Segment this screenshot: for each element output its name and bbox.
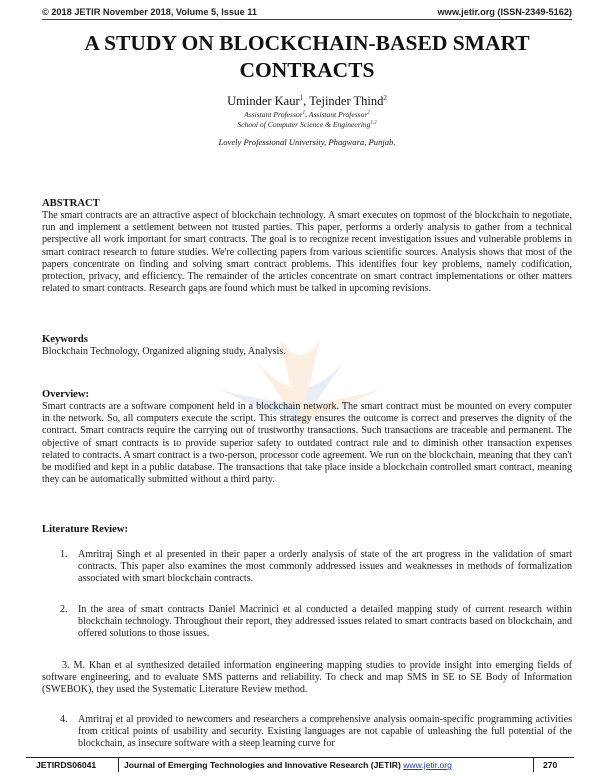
author-university: Lovely Professional University, Phagwara, Punjab. [218,137,396,147]
literature-heading: Literature Review: [42,524,128,535]
literature-item [60,604,572,641]
list-number: 3. [62,660,70,671]
literature-item-text: Amritraj et al provided to newcomers and researchers a comprehensive analysis oomain-specific programming activities from critical points of usability and security. Existing languages are not capable of unleashing the full potential of the blockchain, as insecure software with a steep learning curve for [78,714,572,750]
author-roles [42,110,572,119]
list-number: 1. [60,549,68,560]
author-name: Tejinder Thind [309,94,384,109]
title-line-1: A STUDY ON BLOCKCHAIN-BASED SMART [84,31,530,55]
literature-item-text: In the area of smart contracts Daniel Macrinici et al conducted a detailed mapping study of current research within blockchain technology. Throughout their report, they addressed issues related to smart contracts based on blockchain, and offered solutions to those issues. [78,604,572,640]
keywords-heading: Keywords [42,334,88,345]
list-number: 2. [60,604,68,615]
header-journal-info: © 2018 JETIR November 2018, Volume 5, Issue 11 [42,7,257,17]
footer-separator [533,758,534,772]
abstract-heading: ABSTRACT [42,198,100,209]
journal-name: Journal of Emerging Technologies and Innovative Research (JETIR) [124,760,404,770]
author-superscript: 1 [299,94,304,102]
list-number: 4. [60,714,68,725]
footer-journal [124,760,452,770]
school-text: School of Computer Science & Engineering [237,120,371,129]
role-text: , Assistant Professor [305,110,368,119]
overview-text: Smart contracts are a software component held in a blockchain network. The smart contract must be mounted on every computer in the network. So, all computers execute the script. This strategy ensures the outcome is correct and preserves the dignity of the contract. Smart contracts require the carrying out of trustworthy transactions. Such transactions are traceable and permanent. The objective of smart contracts is to provide superior safety to outdated contract rule and to diminish other transaction expenses related to contracts. A smart contract is a two-person, processor code agreement. We run on the blockchain, meaning that they can't be modified and kept in a public database. The transactions that take place inside a blockchain controlled smart contract, meaning they can be automatically submitted without a third party. [42,401,572,486]
header-divider [42,19,572,20]
literature-item-text: M. Khan et al synthesized detailed information engineering mapping studies to provide insight into emerging fields of software engineering, and to evaluate SMS patterns and reliability. To check and map SMS in SE to SE Body of Information (SWEBOK), they used the Systematic Literature Review method. [42,660,572,696]
keywords-text: Blockchain Technology, Organized aligning study, Analysis. [42,346,286,357]
abstract-text: The smart contracts are an attractive aspect of blockchain technology. A smart executes on topmost of the blockchain to negotiate, run and implement a settlement between not trusted parties. This paper, performs a orderly analysis to gather from a technical perspective all work important for smart contracts. The goal is to recognize recent investigation issues and vulnerable problems in smart contract research to future studies. We're collecting papers from various scientific sources. Analysis shows that most of the papers concentrate on finding and solving smart contract problems. This identifies four key problems, namely codification, protection, privacy, and efficiency. The remainder of the articles concentrate on smart contract implementations or other matters related to smart contracts. Research gaps are found which must be talked in upcoming revisions. [42,210,572,295]
author-name: Uminder Kaur [227,94,300,109]
overview-heading: Overview: [42,389,90,400]
role-superscript: 2 [367,110,370,116]
title-line-2: CONTRACTS [239,58,375,82]
role-text: Assistant Professor [244,110,303,119]
paper-title [42,30,572,84]
literature-item [60,714,572,751]
literature-item-text: Amritraj Singh et al presented in their paper a orderly analysis of state of the art progress in the validation of smart contracts. This paper also examines the most commonly addressed issues and weaknesses in methods of formalization associated with smart blockchain contracts. [78,549,572,585]
header-website-issn: www.jetir.org (ISSN-2349-5162) [437,7,572,17]
author-list [42,94,572,109]
school-superscript: 1,2 [370,120,377,126]
footer-divider [26,757,574,758]
running-header [42,3,572,19]
journal-website-link[interactable]: www.jetir.org [403,760,452,770]
author-separator: , [303,94,310,109]
footer-separator [118,758,119,772]
author-superscript: 2 [383,94,387,102]
author-school [42,120,572,129]
page-footer [26,760,574,774]
literature-item [60,549,572,586]
paper-code: JETIRDS06041 [36,760,97,770]
role-superscript: 1 [302,110,306,116]
page-number: 270 [543,760,558,770]
literature-item [42,660,572,697]
